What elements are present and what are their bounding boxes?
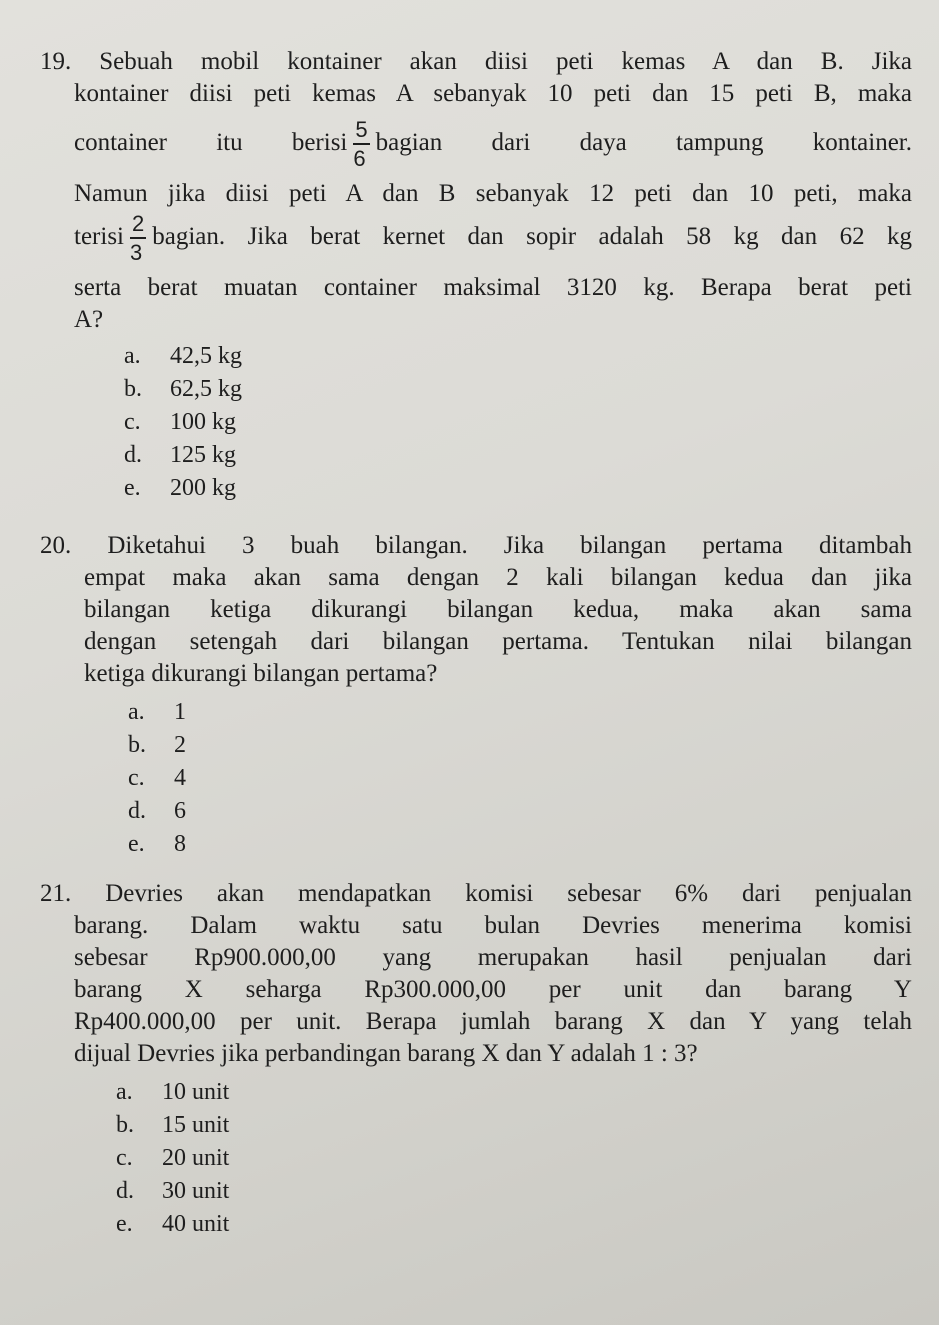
answer-option-d[interactable]: d. 125 kg [124,441,236,468]
answer-option-b[interactable]: b. 62,5 kg [124,375,242,402]
question-text-line: terisi $\frac{2}{3}$ bagian. Jika berat kernet dan sopir adalah 58 kg dan 62 kg [74,210,912,265]
question-19 [40,46,912,505]
question-text-line: bilangan ketiga dikurangi bilangan kedua, maka akan sama [84,596,912,623]
answer-option-a[interactable]: a. 1 [128,699,186,725]
answer-option-d[interactable]: d. 30 unit [116,1178,230,1204]
answer-option-b[interactable]: b. 15 unit [116,1112,230,1138]
answer-option-e[interactable]: e. 200 kg [124,474,236,501]
answer-option-c[interactable]: c. 4 [128,765,186,791]
question-number: 21. [40,880,72,907]
question-text-line: sebesar Rp900.000,00 yang merupakan hasil penjualan dari [74,944,912,971]
question-21 [40,878,912,1241]
question-text-line: ketiga dikurangi bilangan pertama? [84,660,438,687]
answer-options [124,340,912,505]
question-number: 20. [40,532,72,559]
question-text-line: 20. Diketahui 3 buah bilangan. Jika bilangan pertama ditambah [40,530,912,562]
answer-options [128,696,912,861]
question-text-line: dijual Devries jika perbandingan barang X dan Y adalah 1 : 3? [74,1040,698,1067]
answer-option-e[interactable]: e. 40 unit [116,1211,230,1237]
answer-option-c[interactable]: c. 20 unit [116,1145,230,1171]
answer-option-b[interactable]: b. 2 [128,732,186,758]
question-text-line: 21. Devries akan mendapatkan komisi sebesar 6% dari penjualan [40,878,912,910]
question-20 [40,530,912,861]
answer-option-d[interactable]: d. 6 [128,798,186,824]
question-text-line: serta berat muatan container maksimal 3120 kg. Berapa berat peti [74,273,912,301]
answer-option-e[interactable]: e. 8 [128,831,186,857]
fraction: $\frac{2}{3}$ [130,210,145,265]
question-text-line: barang. Dalam waktu satu bulan Devries menerima komisi [74,912,912,939]
question-text-line: Namun jika diisi peti A dan B sebanyak 12 peti dan 10 peti, maka [74,179,912,207]
question-text-line: dengan setengah dari bilangan pertama. Tentukan nilai bilangan [84,628,912,655]
question-text-line: 19. Sebuah mobil kontainer akan diisi peti kemas A dan B. Jika [40,46,912,78]
question-text-line: Rp400.000,00 per unit. Berapa jumlah barang X dan Y yang telah [74,1008,912,1035]
answer-option-c[interactable]: c. 100 kg [124,408,236,435]
question-number: 19. [40,48,72,75]
fraction: $\frac{5}{6}$ [353,116,368,171]
question-text-line: A? [74,305,104,333]
answer-options [116,1076,912,1241]
answer-option-a[interactable]: a. 10 unit [116,1079,230,1105]
question-text-line: empat maka akan sama dengan 2 kali bilangan kedua dan jika [84,564,912,591]
question-text-line: barang X seharga Rp300.000,00 per unit dan barang Y [74,976,912,1003]
question-text-line: container itu berisi $\frac{5}{6}$ bagian dari daya tampung kontainer. [74,116,912,171]
question-text-line: kontainer diisi peti kemas A sebanyak 10 peti dan 15 peti B, maka [74,80,912,107]
answer-option-a[interactable]: a. 42,5 kg [124,342,242,369]
